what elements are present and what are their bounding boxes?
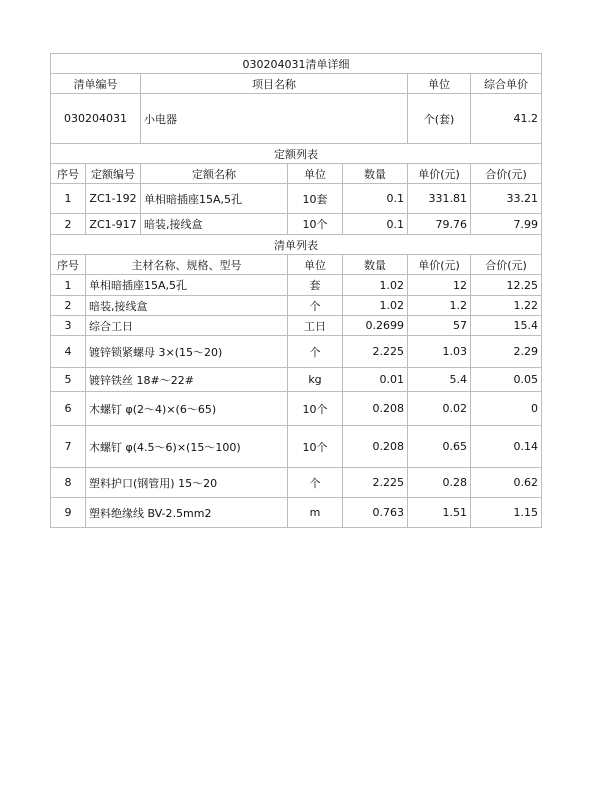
material-cell-total: 2.29: [471, 336, 542, 368]
quota-cell-no: 2: [51, 214, 86, 235]
material-cell-price: 5.4: [408, 368, 471, 392]
quota-header-no: 序号: [51, 164, 86, 184]
quota-header-total: 合价(元): [471, 164, 542, 184]
quota-header-code: 定额编号: [86, 164, 141, 184]
material-cell-price: 1.03: [408, 336, 471, 368]
quota-cell-code: ZC1-917: [86, 214, 141, 235]
material-row: [51, 498, 542, 528]
quota-header-qty: 数量: [343, 164, 408, 184]
material-row: [51, 468, 542, 498]
quota-cell-unit: 10套: [288, 184, 343, 214]
quota-header-unit: 单位: [288, 164, 343, 184]
materials-section-title: 清单列表: [51, 235, 542, 255]
material-row: [51, 275, 542, 296]
material-cell-qty: 1.02: [343, 296, 408, 316]
material-cell-price: 0.65: [408, 426, 471, 468]
material-row: [51, 296, 542, 316]
quota-cell-unit: 10个: [288, 214, 343, 235]
quota-row: [51, 184, 542, 214]
material-cell-qty: 0.208: [343, 392, 408, 426]
material-cell-name: 暗装,接线盒: [86, 296, 288, 316]
material-cell-qty: 2.225: [343, 336, 408, 368]
material-cell-total: 0: [471, 392, 542, 426]
material-row: [51, 368, 542, 392]
material-row: [51, 426, 542, 468]
material-cell-no: 5: [51, 368, 86, 392]
quota-cell-qty: 0.1: [343, 214, 408, 235]
quota-cell-price: 331.81: [408, 184, 471, 214]
quota-table: [50, 143, 542, 235]
material-cell-name: 木螺钉 φ(2～4)×(6～65): [86, 392, 288, 426]
material-cell-total: 1.22: [471, 296, 542, 316]
material-cell-total: 0.62: [471, 468, 542, 498]
quota-cell-total: 33.21: [471, 184, 542, 214]
material-cell-unit: 10个: [288, 426, 343, 468]
item-name: 小电器: [141, 94, 408, 144]
material-cell-qty: 0.208: [343, 426, 408, 468]
material-cell-no: 8: [51, 468, 86, 498]
material-cell-no: 2: [51, 296, 86, 316]
quota-cell-code: ZC1-192: [86, 184, 141, 214]
item-unit: 个(套): [408, 94, 471, 144]
material-cell-price: 0.28: [408, 468, 471, 498]
material-cell-no: 3: [51, 316, 86, 336]
material-cell-no: 7: [51, 426, 86, 468]
material-cell-qty: 1.02: [343, 275, 408, 296]
quota-row: [51, 214, 542, 235]
material-cell-no: 4: [51, 336, 86, 368]
quota-header-price: 单价(元): [408, 164, 471, 184]
material-cell-no: 9: [51, 498, 86, 528]
material-cell-price: 1.2: [408, 296, 471, 316]
material-cell-total: 12.25: [471, 275, 542, 296]
quota-cell-name: 暗装,接线盒: [141, 214, 288, 235]
material-cell-name: 塑料绝缘线 BV-2.5mm2: [86, 498, 288, 528]
material-cell-unit: 个: [288, 468, 343, 498]
col-unit-header: 单位: [408, 74, 471, 94]
material-cell-name: 镀锌铁丝 18#～22#: [86, 368, 288, 392]
material-cell-qty: 2.225: [343, 468, 408, 498]
quota-cell-name: 单相暗插座15A,5孔: [141, 184, 288, 214]
material-cell-unit: 个: [288, 296, 343, 316]
quota-cell-qty: 0.1: [343, 184, 408, 214]
sheet-title: 030204031清单详细: [51, 54, 542, 74]
material-cell-unit: 10个: [288, 392, 343, 426]
material-row: [51, 392, 542, 426]
materials-table: [50, 234, 542, 528]
material-cell-name: 综合工日: [86, 316, 288, 336]
materials-header-price: 单价(元): [408, 255, 471, 275]
material-cell-total: 0.05: [471, 368, 542, 392]
material-cell-unit: 个: [288, 336, 343, 368]
col-name-header: 项目名称: [141, 74, 408, 94]
col-code-header: 清单编号: [51, 74, 141, 94]
material-cell-unit: 工日: [288, 316, 343, 336]
quota-cell-price: 79.76: [408, 214, 471, 235]
material-row: [51, 316, 542, 336]
material-cell-qty: 0.2699: [343, 316, 408, 336]
materials-header-name: 主材名称、规格、型号: [86, 255, 288, 275]
material-cell-unit: m: [288, 498, 343, 528]
material-cell-qty: 0.763: [343, 498, 408, 528]
material-row: [51, 336, 542, 368]
material-cell-no: 6: [51, 392, 86, 426]
quota-cell-total: 7.99: [471, 214, 542, 235]
materials-header-unit: 单位: [288, 255, 343, 275]
material-cell-name: 木螺钉 φ(4.5～6)×(15～100): [86, 426, 288, 468]
material-cell-name: 镀锌锁紧螺母 3×(15～20): [86, 336, 288, 368]
item-code: 030204031: [51, 94, 141, 144]
materials-header-qty: 数量: [343, 255, 408, 275]
material-cell-unit: kg: [288, 368, 343, 392]
material-cell-total: 1.15: [471, 498, 542, 528]
material-cell-qty: 0.01: [343, 368, 408, 392]
material-cell-name: 单相暗插座15A,5孔: [86, 275, 288, 296]
materials-header-total: 合价(元): [471, 255, 542, 275]
material-cell-name: 塑料护口(钢管用) 15～20: [86, 468, 288, 498]
material-cell-price: 0.02: [408, 392, 471, 426]
quota-section-title: 定额列表: [51, 144, 542, 164]
detail-sheet: [50, 53, 541, 528]
col-price-header: 综合单价: [471, 74, 542, 94]
item-price: 41.2: [471, 94, 542, 144]
list-header-table: [50, 53, 542, 144]
material-cell-price: 1.51: [408, 498, 471, 528]
material-cell-no: 1: [51, 275, 86, 296]
material-cell-total: 0.14: [471, 426, 542, 468]
material-cell-price: 12: [408, 275, 471, 296]
material-cell-price: 57: [408, 316, 471, 336]
materials-header-no: 序号: [51, 255, 86, 275]
material-cell-total: 15.4: [471, 316, 542, 336]
quota-cell-no: 1: [51, 184, 86, 214]
quota-header-name: 定额名称: [141, 164, 288, 184]
material-cell-unit: 套: [288, 275, 343, 296]
